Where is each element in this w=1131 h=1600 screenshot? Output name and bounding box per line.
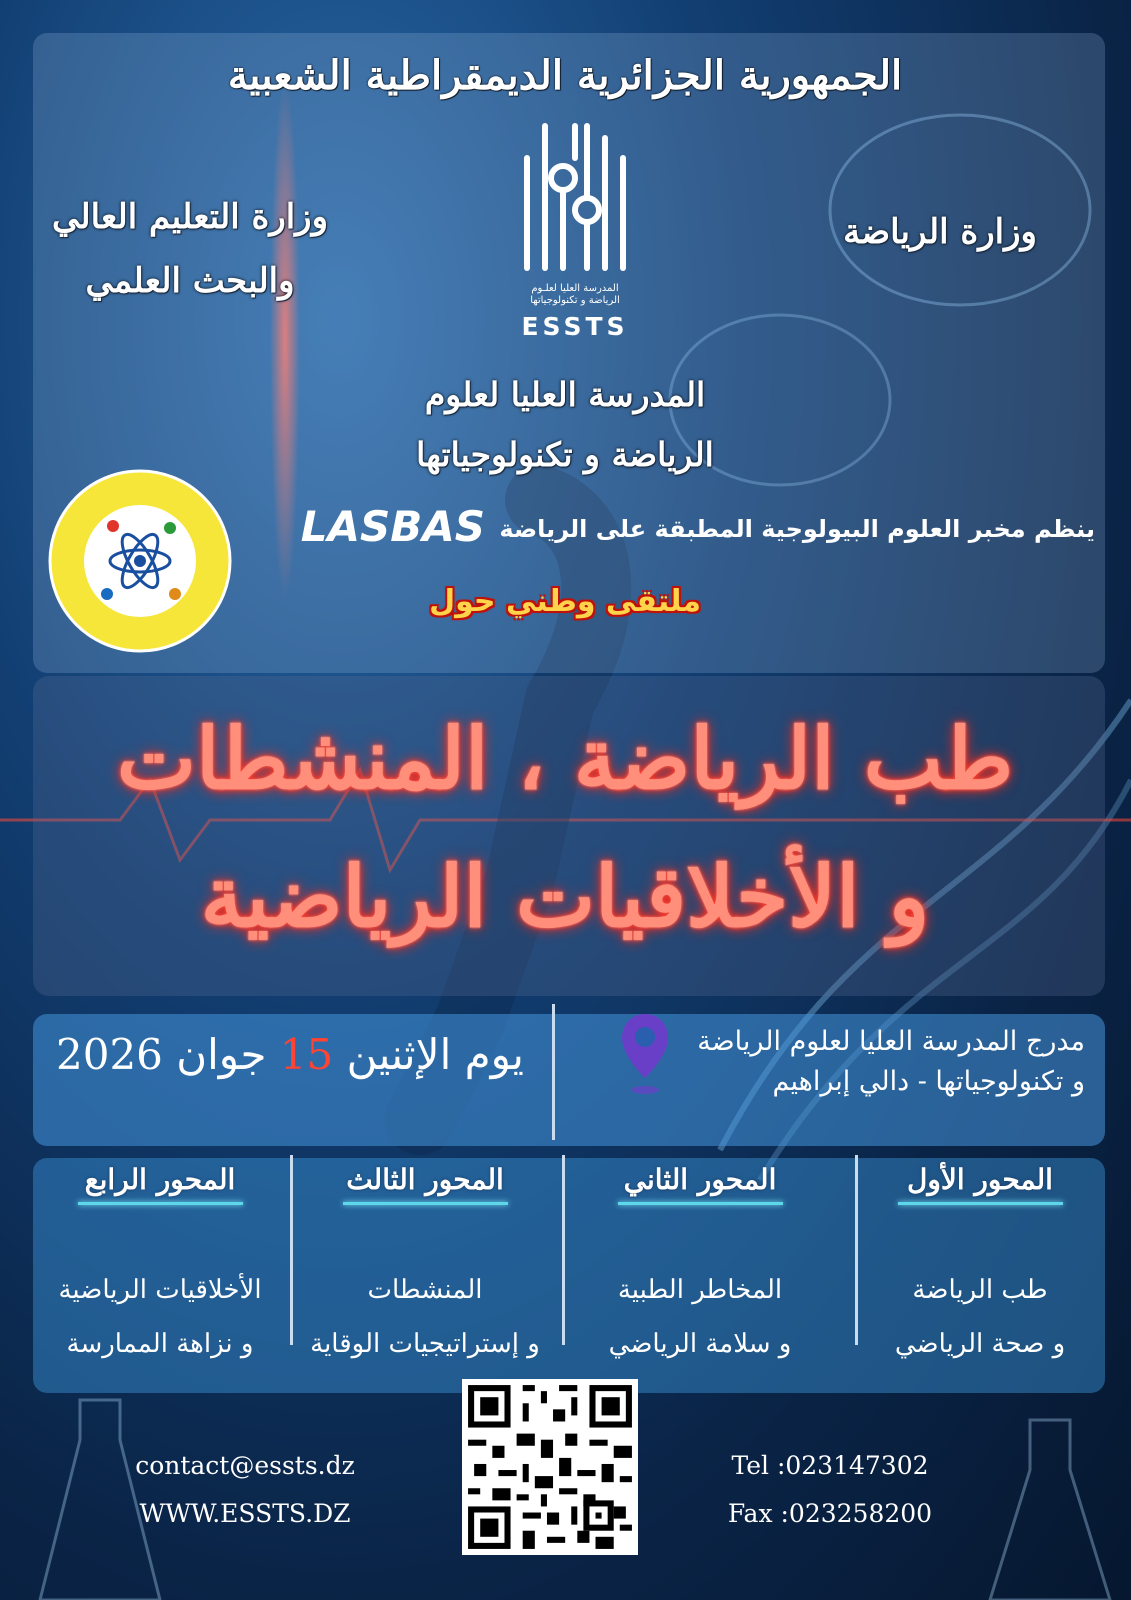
event-title-line2: و الأخلاقيات الرياضية [200, 847, 930, 946]
qr-code-icon[interactable] [462, 1379, 638, 1555]
axis-2-underline [618, 1202, 783, 1205]
axis-separator [855, 1155, 858, 1345]
republic-title: الجمهورية الجزائرية الديمقراطية الشعبية [227, 52, 903, 99]
logo-caption-line1: المدرسة العليا لعلـوم [531, 283, 619, 294]
logo-caption-line2: الرياضة و تكنولوجياتها [530, 295, 620, 306]
contact-web [110, 1442, 380, 1538]
school-name-line1: المدرسة العليا لعلوم [424, 375, 706, 414]
venue-line1: مدرج المدرسة العليا لعلوم الرياضة [697, 1026, 1085, 1057]
axis-2 [575, 1163, 825, 1371]
axis-2-body [575, 1263, 825, 1371]
lab-acronym: LASBAS [300, 502, 486, 551]
axis-3-underline [343, 1202, 508, 1205]
organizer-line [245, 502, 1095, 551]
school-name-line2: الرياضة و تكنولوجياتها [416, 435, 714, 474]
axis-4-line1: الأخلاقيات الرياضية [58, 1275, 262, 1305]
axis-1-underline [898, 1202, 1063, 1205]
axis-2-title: المحور الثاني [623, 1163, 777, 1196]
axis-1-body [855, 1263, 1105, 1371]
axis-3-line1: المنشطات [367, 1275, 483, 1305]
contact-website[interactable]: WWW.ESSTS.DZ [139, 1499, 351, 1528]
forum-label: ملتقى وطني حول [429, 584, 701, 619]
logo-caption [505, 283, 645, 307]
axis-4-underline [78, 1202, 243, 1205]
contact-email[interactable]: contact@essts.dz [135, 1451, 355, 1480]
event-title-line1: طب الرياضة ، المنشطات [116, 709, 1014, 808]
axis-1-line1: طب الرياضة [912, 1275, 1048, 1305]
ministry-higher-education-line1: وزارة التعليم العالي [51, 197, 329, 237]
axis-2-line2: و سلامة الرياضي [608, 1329, 792, 1359]
organizer-text: ينظم مخبر العلوم البيولوجية المطبقة على الرياضة [499, 515, 1095, 543]
axis-1 [855, 1163, 1105, 1371]
axis-4-line2: و نزاهة الممارسة [66, 1329, 254, 1359]
axis-3-line2: و إستراتيجيات الوقاية [310, 1329, 540, 1359]
axis-3-body [300, 1263, 550, 1371]
axis-1-line2: و صحة الرياضي [894, 1329, 1066, 1359]
date-prefix: يوم الإثنين [346, 1030, 524, 1079]
axis-4-body [35, 1263, 285, 1371]
flask-outline-2 [990, 1420, 1110, 1600]
axis-4 [35, 1163, 285, 1371]
axis-1-title: المحور الأول [907, 1163, 1053, 1196]
axis-3-title: المحور الثالث [346, 1163, 504, 1196]
contact-fax: Fax :023258200 [727, 1499, 933, 1528]
school-name [330, 365, 800, 485]
event-venue [575, 1022, 1085, 1102]
event-title [60, 690, 1070, 966]
logo-acronym: ESSTS [521, 312, 629, 341]
axis-separator [290, 1155, 293, 1345]
event-date [50, 1030, 530, 1079]
info-divider [552, 1004, 555, 1140]
lasbas-lab-logo-icon [45, 466, 235, 656]
date-month-year: جوان 2026 [56, 1030, 267, 1079]
axis-separator [562, 1155, 565, 1345]
date-day: 15 [279, 1030, 334, 1079]
contact-tel[interactable]: Tel :023147302 [731, 1451, 929, 1480]
ministry-higher-education-line2: والبحث العلمي [85, 261, 295, 301]
axis-3 [300, 1163, 550, 1371]
axis-4-title: المحور الرابع [84, 1163, 236, 1196]
ministry-higher-education [20, 185, 360, 313]
axis-2-line1: المخاطر الطبية [617, 1275, 783, 1305]
ministry-sports: وزارة الرياضة [843, 212, 1037, 252]
venue-line2: و تكنولوجياتها - دالي إبراهيم [772, 1066, 1085, 1097]
contact-phone [715, 1442, 945, 1538]
